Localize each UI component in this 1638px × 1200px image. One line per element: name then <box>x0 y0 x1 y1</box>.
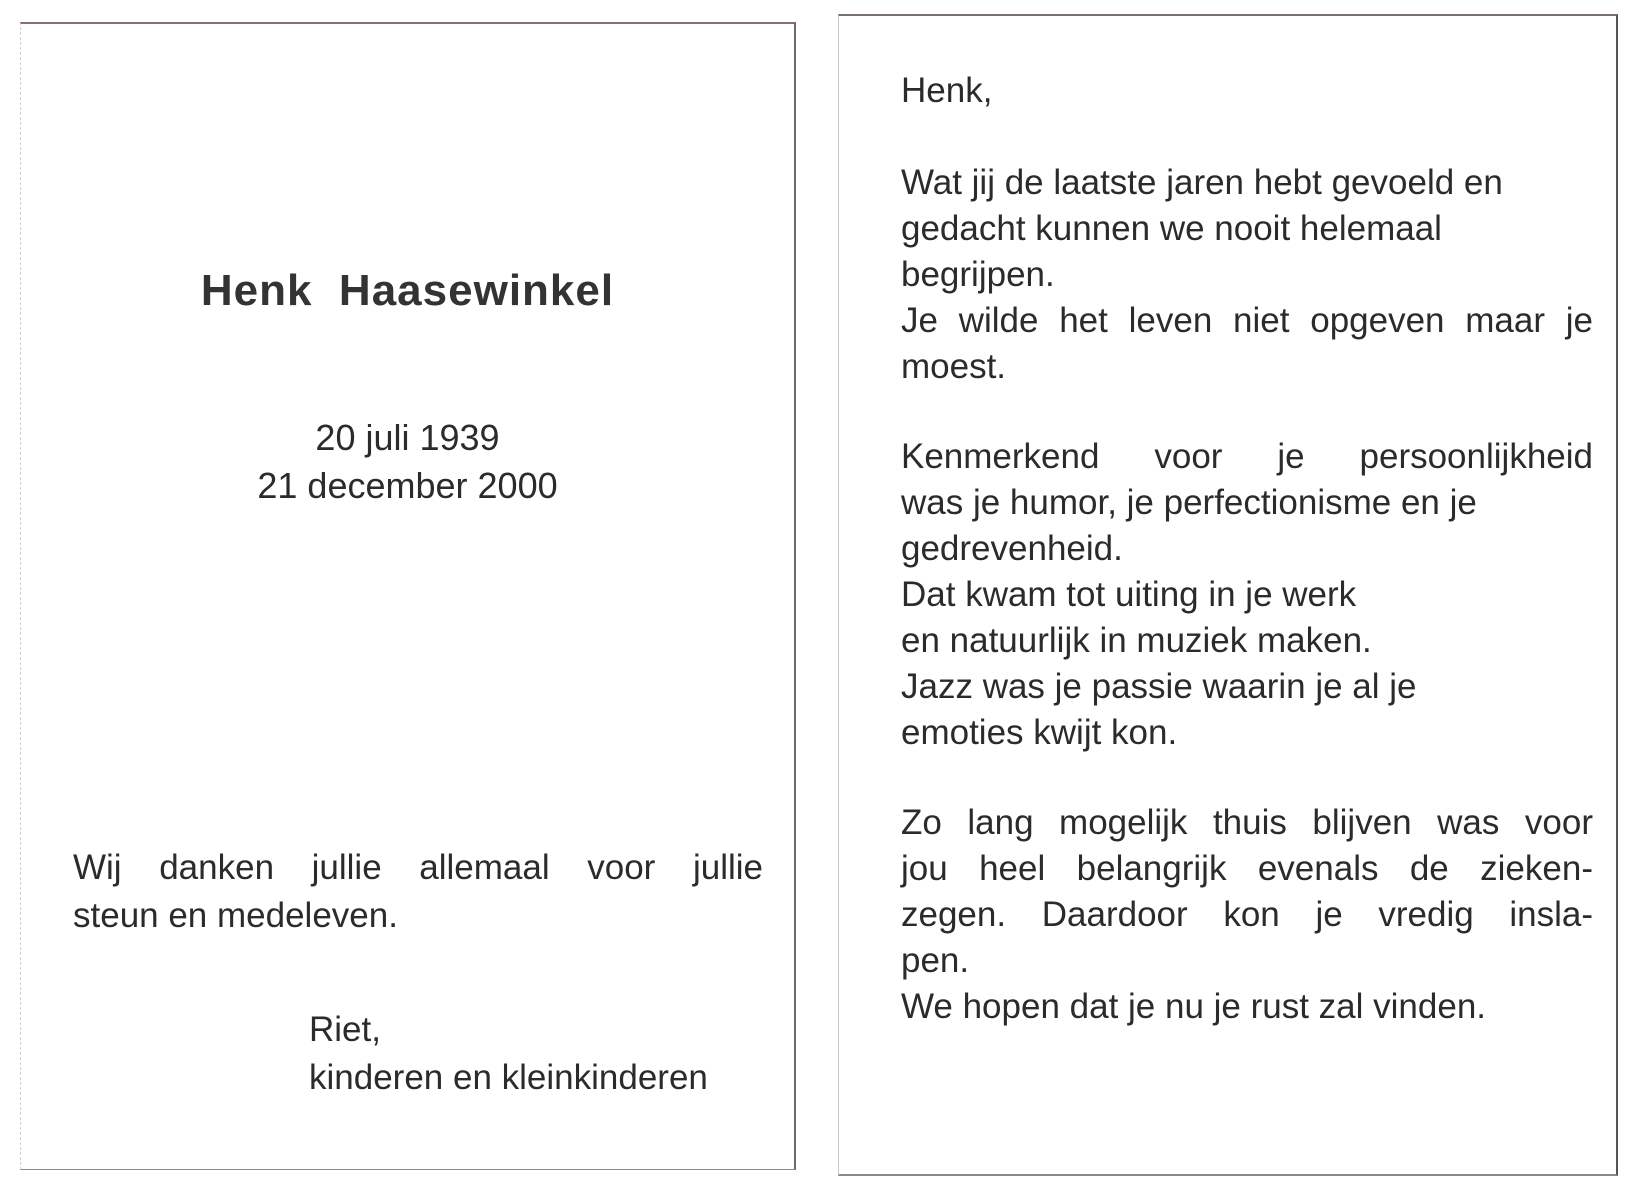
memorial-card-text <box>838 14 1618 1176</box>
memorial-card-front <box>20 22 796 1170</box>
paragraph-line: emoties kwijt kon. <box>901 713 1178 752</box>
birth-date: 20 juli 1939 <box>315 417 500 458</box>
signature-line: Riet, <box>309 1010 381 1049</box>
deceased-name: Henk Haasewinkel <box>200 266 615 315</box>
paragraph-line: jou heel belangrijk evenals de zieken- <box>901 849 1593 888</box>
death-date: 21 december 2000 <box>257 465 558 506</box>
paragraph-line: Dat kwam tot uiting in je werk <box>901 575 1357 614</box>
salutation: Henk, <box>901 71 993 110</box>
paragraph-line: begrijpen. <box>901 255 1055 294</box>
thanks-message <box>73 844 763 940</box>
paragraph-line: was je humor, je perfectionisme en je <box>901 483 1477 522</box>
paragraph-line: pen. <box>901 941 970 980</box>
paragraph-line: gedrevenheid. <box>901 529 1123 568</box>
thanks-line: steun en medeleven. <box>73 896 398 935</box>
thanks-line: Wij danken jullie allemaal voor jullie <box>73 848 763 887</box>
paragraph-1 <box>901 160 1593 390</box>
paragraph-2 <box>901 434 1593 756</box>
paragraph-line: Kenmerkend voor je persoonlijkheid <box>901 437 1593 476</box>
signature-block <box>309 1006 708 1102</box>
paragraph-line: Je wilde het leven niet opgeven maar je <box>901 301 1593 340</box>
paragraph-line: en natuurlijk in muziek maken. <box>901 621 1372 660</box>
paragraph-line: zegen. Daardoor kon je vredig insla- <box>901 895 1593 934</box>
paragraph-line: We hopen dat je nu je rust zal vinden. <box>901 987 1487 1026</box>
signature-line: kinderen en kleinkinderen <box>309 1058 708 1097</box>
paragraph-line: gedacht kunnen we nooit helemaal <box>901 209 1442 248</box>
paragraph-line: Wat jij de laatste jaren hebt gevoeld en <box>901 163 1503 202</box>
paragraph-line: moest. <box>901 347 1007 386</box>
paragraph-line: Jazz was je passie waarin je al je <box>901 667 1417 706</box>
paragraph-3 <box>901 800 1593 1030</box>
paragraph-line: Zo lang mogelijk thuis blijven was voor <box>901 803 1593 842</box>
dates-block <box>21 414 794 510</box>
